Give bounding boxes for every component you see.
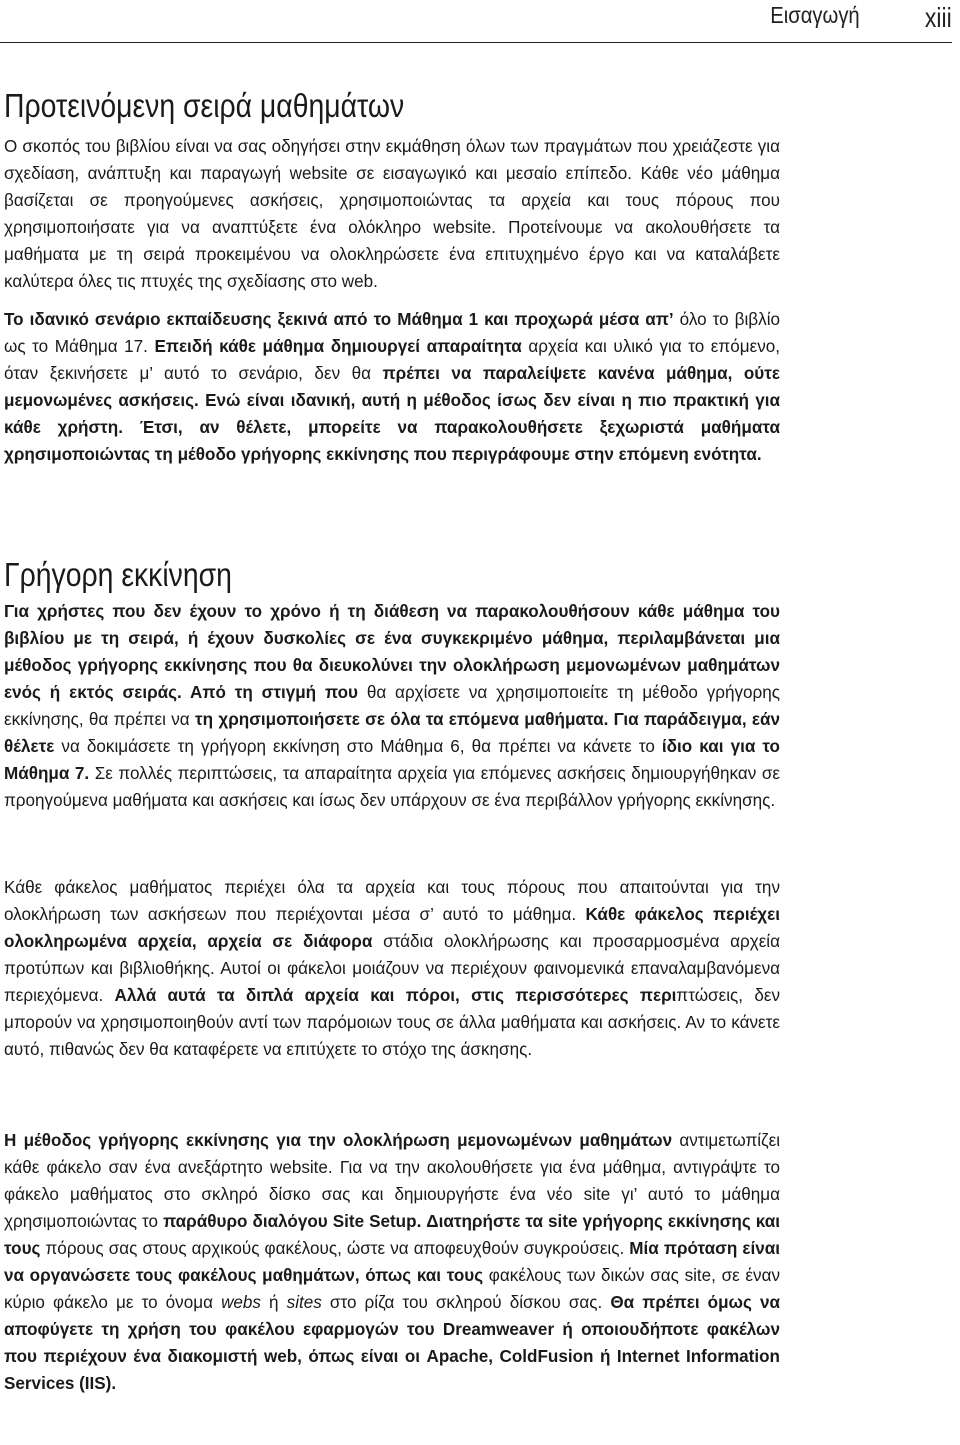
page-number: xiii bbox=[925, 2, 952, 33]
section-heading: Προτεινόμενη σειρά μαθημάτων bbox=[4, 87, 405, 124]
bold-text-run: τη χρησιμοποιήσετε σε όλα τα επόμενα μαθήματα. Για παράδειγμα, εάν θέλετε bbox=[4, 710, 780, 756]
bold-text-run: Το ιδανικό σενάριο εκπαίδευσης ξεκινά από το Μάθημα 1 και προχωρά μέσα απ’ bbox=[4, 310, 674, 329]
text-run: Σε πολλές περιπτώσεις, τα απαραίτητα αρχεία για επόμενες ασκήσεις δημιουργήθηκαν σε προηγούμενα μαθήματα και ασκήσεις και ίσως δεν υπάρχουν σε ένα περιβάλλον γρήγορης εκκίνησης. bbox=[4, 764, 781, 810]
text-run: ή bbox=[260, 1293, 287, 1312]
bold-text-run: παράθυρο διαλόγου Site Setup. Διατηρήστε τα site γρήγορης εκκίνησης και τους bbox=[4, 1212, 780, 1258]
text-run: θα αρχίσετε να χρησιμοποιείτε τη μέθοδο γρήγορης εκκίνησης, θα πρέπει να bbox=[4, 683, 781, 729]
running-header-section: Εισαγωγή bbox=[770, 2, 860, 28]
text-run: αρχεία και υλικό για το επόμενο, όταν ξεκινήσετε μ’ αυτό το σενάριο, δεν θα bbox=[4, 337, 781, 383]
paragraph bbox=[4, 598, 780, 814]
bold-text-run: πρέπει να παραλείψετε κανένα μάθημα, ούτε μεμονωμένες ασκήσεις. Ενώ είναι ιδανική, αυτή η μέθοδος ίσως δεν είναι η πιο πρακτική για κάθε χρήστη. Έτσι, αν θέλετε, μπορείτε να παρακολουθήσετε ξεχωριστά μαθήματα χρησιμοποιώντας τη μέθοδο γρήγορης εκκίνησης που περιγράφουμε στην επόμενη ενότητα. bbox=[4, 364, 780, 464]
bold-text-run: ίδιο και για το Μάθημα 7. bbox=[4, 737, 780, 783]
bold-text-run: Η μέθοδος γρήγορης εκκίνησης για την ολοκλήρωση μεμονωμένων μαθημάτων bbox=[4, 1131, 673, 1150]
text-run: όλο το βιβλίο ως το Μάθημα 17. bbox=[4, 310, 780, 356]
paragraph bbox=[4, 306, 780, 468]
paragraph bbox=[4, 133, 780, 295]
bold-text-run: Θα πρέπει όμως να αποφύγετε τη χρήση του φακέλου εφαρμογών του Dreamweaver ή οποιουδήποτε φακέλων που περιέχουν ένα διακομιστή web, όπως είναι οι Apache, ColdFusion ή Internet Information Services (IIS). bbox=[4, 1293, 780, 1393]
running-header bbox=[0, 0, 952, 43]
italic-text-run: webs bbox=[221, 1293, 261, 1312]
text-run: να δοκιμάσετε τη γρήγορη εκκίνηση στο Μάθημα 6, θα πρέπει να κάνετε το bbox=[54, 737, 662, 756]
text-run: στάδια ολοκλήρωσης και προσαρμοσμένα αρχεία προτύπων και βιβλιοθήκης. Αυτοί οι φάκελοι μοιάζουν να περιέχουν φαινομενικά επαναλαμβανόμενα περιεχόμενα. bbox=[4, 932, 780, 1005]
paragraph bbox=[4, 1127, 780, 1397]
bold-text-run: Αλλά αυτά τα διπλά αρχεία και πόροι, στις περισσότερες περι bbox=[114, 986, 677, 1005]
text-run: πόρους σας στους αρχικούς φακέλους, ώστε να αποφευχθούν συγκρούσεις. bbox=[40, 1239, 630, 1258]
bold-text-run: Για χρήστες που δεν έχουν το χρόνο ή τη διάθεση να παρακολουθήσουν κάθε μάθημα του βιβλίου με τη σειρά, ή έχουν δυσκολίες σε ένα συγκεκριμένο μάθημα, περιλαμβάνεται μια μέθοδος γρήγορης εκκίνησης που θα διευκολύνει την ολοκλήρωση μεμονωμένων μαθημάτων ενός ή εκτός σειράς. Από τη στιγμή που bbox=[4, 602, 780, 702]
text-run: Ο σκοπός του βιβλίου είναι να σας οδηγήσει στην εκμάθηση όλων των πραγμάτων που χρειάζεστε για σχεδίαση, ανάπτυξη και παραγωγή website σε εισαγωγικό και μεσαίο επίπεδο. Κάθε νέο μάθημα βασίζεται σε προηγούμενες ασκήσεις, χρησιμοποιώντας τα αρχεία και τους πόρους που χρησιμοποιήσατε για να αναπτύξετε ένα ολόκληρο website. Προτείνουμε να ακολουθήσετε τα μαθήματα με τη σειρά προκειμένου να ολοκληρώσετε ένα επιτυχημένο έργο και να καταλάβετε καλύτερα όλες τις πτυχές της σχεδίασης στο web. bbox=[4, 137, 780, 291]
text-run: αντιμετωπίζει κάθε φάκελο σαν ένα ανεξάρτητο website. Για να την ακολουθήσετε για ένα μάθημα, αντιγράψτε το φάκελο μαθήματος στο σκληρό δίσκο σας και δημιουργήστε ένα νέο site γι’ αυτό το μάθημα χρησιμοποιώντας το bbox=[4, 1131, 780, 1231]
text-run: φακέλους των δικών σας site, σε έναν κύριο φάκελο με το όνομα bbox=[4, 1266, 780, 1312]
text-run: Κάθε φάκελος μαθήματος περιέχει όλα τα αρχεία και τους πόρους που απαιτούνται για την ολοκλήρωση των ασκήσεων που περιέχονται μέσα σ’ αυτό το μάθημα. bbox=[4, 878, 780, 924]
text-run: στο ρίζα του σκληρού δίσκου σας. bbox=[321, 1293, 611, 1312]
text-run: πτώσεις, δεν μπορούν να χρησιμοποιηθούν αντί των παρόμοιων τους σε άλλα μαθήματα και ασκήσεις. Αν το κάνετε αυτό, πιθανώς δεν θα καταφέρετε να επιτύχετε το στόχο της άσκησης. bbox=[4, 986, 781, 1059]
italic-text-run: sites bbox=[286, 1293, 322, 1312]
bold-text-run: Επειδή κάθε μάθημα δημιουργεί απαραίτητα bbox=[154, 337, 522, 356]
bold-text-run: Μία πρόταση είναι να οργανώσετε τους φακέλους μαθημάτων, όπως και τους bbox=[4, 1239, 780, 1285]
paragraph bbox=[4, 874, 780, 1063]
bold-text-run: Κάθε φάκελος περιέχει ολοκληρωμένα αρχεία, αρχεία σε διάφορα bbox=[4, 905, 780, 951]
section-heading: Γρήγορη εκκίνηση bbox=[4, 556, 232, 593]
